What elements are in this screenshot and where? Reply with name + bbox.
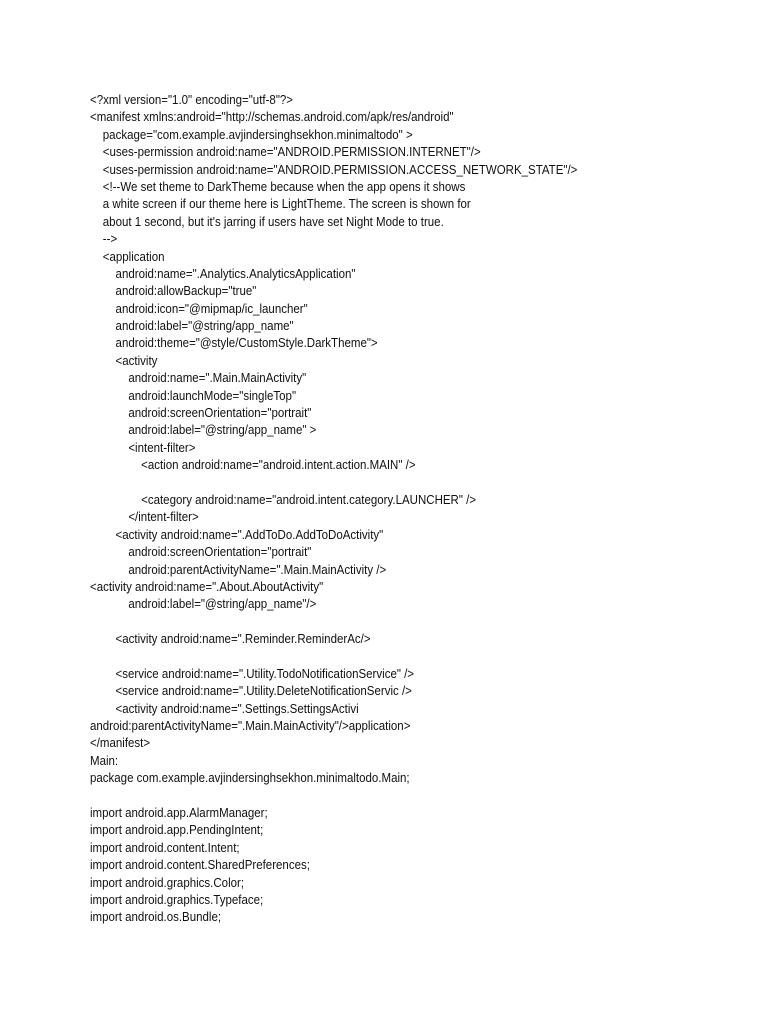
text-line: android:screenOrientation="portrait" — [90, 545, 312, 560]
text-line: android:name=".Main.MainActivity" — [90, 371, 307, 386]
text-line: --> — [90, 232, 118, 247]
text-line: android:screenOrientation="portrait" — [90, 406, 312, 421]
text-line: import android.app.PendingIntent; — [90, 823, 264, 838]
text-line: <service android:name=".Utility.TodoNotificationService" /> — [90, 666, 415, 681]
text-line: import android.app.AlarmManager; — [90, 806, 268, 821]
text-line: <uses-permission android:name="ANDROID.PERMISSION.ACCESS_NETWORK_STATE"/> — [90, 162, 578, 177]
text-line: android:name=".Analytics.AnalyticsApplication" — [90, 266, 356, 281]
text-line: android:theme="@style/CustomStyle.DarkTheme"> — [90, 336, 378, 351]
text-line: <activity android:name=".About.AboutActivity" — [90, 579, 324, 594]
text-line: </intent-filter> — [90, 510, 199, 525]
text-line: </manifest> — [90, 736, 151, 751]
document-body — [90, 92, 679, 927]
text-line: <category android:name="android.intent.category.LAUNCHER" /> — [90, 492, 477, 507]
text-line: android:parentActivityName=".Main.MainActivity /> — [90, 562, 387, 577]
text-line: <activity android:name=".AddToDo.AddToDoActivity" — [90, 527, 384, 542]
blank-line — [90, 788, 679, 805]
blank-line — [90, 649, 679, 666]
text-line: import android.content.SharedPreferences; — [90, 858, 310, 873]
text-line: <manifest xmlns:android="http://schemas.android.com/apk/res/android" — [90, 110, 454, 125]
text-line: <?xml version="1.0" encoding="utf-8"?> — [90, 93, 294, 107]
text-line: android:label="@string/app_name" > — [90, 423, 317, 438]
text-line: <action android:name="android.intent.action.MAIN" /> — [90, 458, 416, 473]
text-line: android:label="@string/app_name"/> — [90, 597, 317, 612]
blank-line — [90, 475, 679, 492]
text-line: about 1 second, but it's jarring if users have set Night Mode to true. — [90, 214, 444, 229]
text-line: import android.content.Intent; — [90, 840, 240, 855]
text-line: import android.os.Bundle; — [90, 910, 222, 925]
text-line: <intent-filter> — [90, 440, 196, 455]
text-line: Main: — [90, 753, 119, 768]
text-line: <application — [90, 249, 165, 264]
text-line: import android.graphics.Typeface; — [90, 892, 264, 907]
text-line: a white screen if our theme here is LightTheme. The screen is shown for — [90, 197, 471, 212]
text-line: <service android:name=".Utility.DeleteNotificationServic /> — [90, 684, 412, 699]
text-line: package com.example.avjindersinghsekhon.minimaltodo.Main; — [90, 771, 410, 786]
blank-line — [90, 614, 679, 631]
text-line: <uses-permission android:name="ANDROID.PERMISSION.INTERNET"/> — [90, 145, 481, 160]
text-line: android:label="@string/app_name" — [90, 319, 294, 334]
text-line: import android.graphics.Color; — [90, 875, 245, 890]
text-line: android:icon="@mipmap/ic_launcher" — [90, 301, 308, 316]
text-line: <activity android:name=".Reminder.ReminderAc/> — [90, 632, 371, 647]
text-line: <activity android:name=".Settings.SettingsActivi — [90, 701, 359, 716]
text-line: <!--We set theme to DarkTheme because when the app opens it shows — [90, 179, 466, 194]
text-line: android:allowBackup="true" — [90, 284, 257, 299]
text-line: android:launchMode="singleTop" — [90, 388, 297, 403]
text-line: package="com.example.avjindersinghsekhon.minimaltodo" > — [90, 127, 413, 142]
text-line: android:parentActivityName=".Main.MainActivity"/>application> — [90, 719, 411, 734]
text-line: <activity — [90, 353, 158, 368]
